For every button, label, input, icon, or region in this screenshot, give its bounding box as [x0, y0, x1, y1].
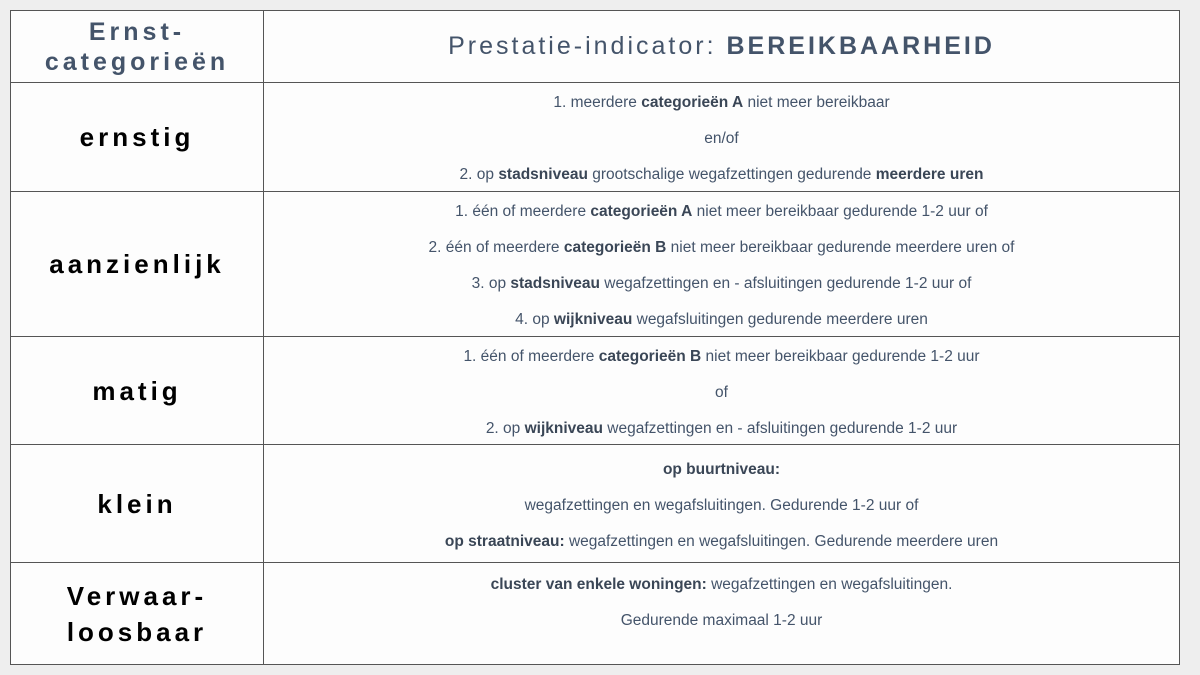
- criteria-line: 2. één of meerdere categorieën B niet meer bereikbaar gedurende meerdere uren of: [428, 239, 1015, 256]
- header-severity-categories: [11, 11, 264, 83]
- criteria-aanzienlijk: [264, 192, 1179, 337]
- category-klein: [11, 445, 264, 563]
- criteria-line: op straatniveau: wegafzettingen en wegafsluitingen. Gedurende meerdere uren: [444, 532, 999, 550]
- criteria-line: 1. één of meerdere categorieën B niet meer bereikbaar gedurende 1-2 uur: [463, 347, 980, 365]
- slide: [10, 10, 1180, 665]
- category-label-line2: loosbaar: [66, 616, 208, 647]
- category-label: klein: [97, 488, 177, 519]
- header-title: [448, 32, 995, 61]
- criteria-verwaarloosbaar: [264, 563, 1179, 664]
- criteria-line: 2. op wijkniveau wegafzettingen en - afsluitingen gedurende 1-2 uur: [485, 419, 958, 437]
- severity-table: [11, 11, 1179, 664]
- criteria-line: 2. op stadsniveau grootschalige wegafzettingen gedurende meerdere uren: [459, 166, 984, 183]
- criteria-ernstig: [264, 83, 1179, 192]
- criteria-line: Gedurende maximaal 1-2 uur: [620, 612, 823, 629]
- category-label: aanzienlijk: [49, 249, 225, 279]
- criteria-line: 1. één of meerdere categorieën A niet meer bereikbaar gedurende 1-2 uur of: [455, 203, 988, 220]
- category-ernstig: [11, 83, 264, 192]
- category-verwaarloosbaar: [11, 563, 264, 664]
- criteria-line: 4. op wijkniveau wegafsluitingen gedurende meerdere uren: [515, 311, 928, 328]
- criteria-line: 3. op stadsniveau wegafzettingen en - afsluitingen gedurende 1-2 uur of: [471, 275, 972, 292]
- header-left-line1: Ernst-: [88, 17, 186, 46]
- criteria-line: op buurtniveau:: [662, 460, 781, 478]
- category-aanzienlijk: [11, 192, 264, 337]
- category-label: matig: [92, 375, 182, 406]
- criteria-matig: [264, 337, 1179, 445]
- header-performance-indicator: [264, 11, 1179, 83]
- criteria-line: en/of: [704, 130, 739, 147]
- category-matig: [11, 337, 264, 445]
- header-title-bold: BEREIKBAARHEID: [726, 32, 995, 60]
- criteria-line: 1. meerdere categorieën A niet meer bereikbaar: [553, 94, 890, 111]
- header-title-prefix: Prestatie-indicator:: [448, 32, 727, 60]
- category-label-line1: Verwaar-: [66, 580, 208, 611]
- criteria-line: wegafzettingen en wegafsluitingen. Gedurende 1-2 uur of: [524, 496, 919, 514]
- criteria-line: cluster van enkele woningen: wegafzettingen en wegafsluitingen.: [490, 576, 953, 593]
- header-left-line2: categorieën: [44, 47, 230, 76]
- criteria-klein: [264, 445, 1179, 563]
- category-label: ernstig: [79, 122, 195, 152]
- criteria-line: of: [715, 383, 728, 401]
